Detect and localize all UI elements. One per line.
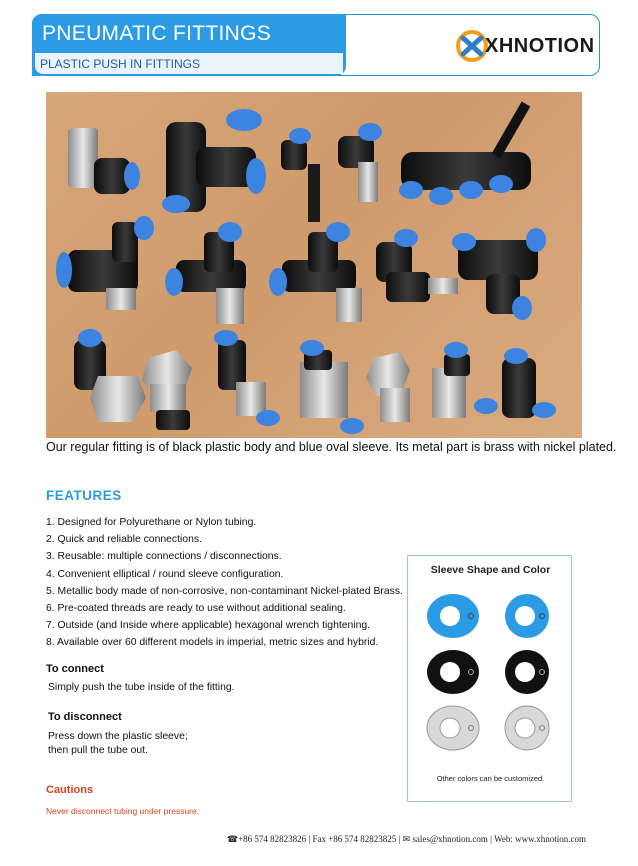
cautions-title: Cautions [46,784,94,796]
sleeve-black-round-icon [505,650,549,694]
feature-item: 5. Metallic body made of non-corrosive, non-contaminant Nickel-plated Brass. [46,585,403,597]
fitting-12 [142,350,192,430]
photo-caption: Our regular fitting is of black plastic body and blue oval sleeve. Its metal part is brass with nickel plated. [46,440,617,454]
fitting-15 [366,352,410,422]
sleeve-blue-round-icon [505,594,549,638]
fitting-17 [502,348,556,418]
fitting-1 [68,128,140,194]
fitting-11 [74,329,146,422]
fitting-5 [399,102,531,205]
fitting-10 [452,228,546,320]
logo-text: XHNOTION [485,35,595,57]
fitting-6 [56,216,154,310]
sleeve-black-oval-icon [427,650,479,694]
sleeve-gray-oval-icon [427,706,479,750]
features-title: FEATURES [46,488,122,503]
sleeve-panel [407,555,572,802]
fitting-3 [281,128,320,222]
connect-title: To connect [46,663,104,675]
page-title: PNEUMATIC FITTINGS [42,22,272,45]
sleeve-diagram [408,584,573,774]
disconnect-title: To disconnect [48,711,122,723]
sleeve-blue-oval-icon [427,594,479,638]
feature-item: 8. Available over 60 different models in imperial, metric sizes and hybrid. [46,637,379,649]
sleeve-note: Other colors can be customized. [436,774,545,783]
sleeve-gray-round-icon [505,706,549,750]
disconnect-text-line1: Press down the plastic sleeve; [48,731,188,742]
fittings-photo-illustration [46,92,582,438]
sleeve-title: Sleeve Shape and Color [430,564,551,576]
fitting-4 [338,123,382,202]
fittings-photo [46,92,582,438]
fitting-13 [214,330,280,426]
feature-item: 3. Reusable: multiple connections / disconnections. [46,551,282,563]
fitting-7 [165,222,246,324]
feature-item: 2. Quick and reliable connections. [46,534,202,546]
contact-footer: ☎+86 574 82823826 | Fax +86 574 82823825 | ✉ sales@xhnotion.com | Web: www.xhnotion.com [226,834,586,844]
disconnect-text-line2: then pull the tube out. [48,745,148,756]
feature-item: 6. Pre-coated threads are ready to use without additional sealing. [46,602,346,614]
fitting-14 [300,340,364,434]
page-subtitle: PLASTIC PUSH IN FITTINGS [40,57,201,71]
fitting-9 [376,229,458,302]
fitting-2 [162,109,266,213]
feature-item: 1. Designed for Polyurethane or Nylon tubing. [46,517,257,528]
feature-item: 7. Outside (and Inside where applicable) hexagonal wrench tightening. [46,620,371,632]
cautions-text: Never disconnect tubing under pressure. [46,806,200,816]
connect-text: Simply push the tube inside of the fitting. [48,682,235,693]
fitting-16 [432,342,498,418]
feature-item: 4. Convenient elliptical / round sleeve configuration. [46,568,284,580]
fitting-8 [269,222,362,322]
features-list [46,514,403,652]
